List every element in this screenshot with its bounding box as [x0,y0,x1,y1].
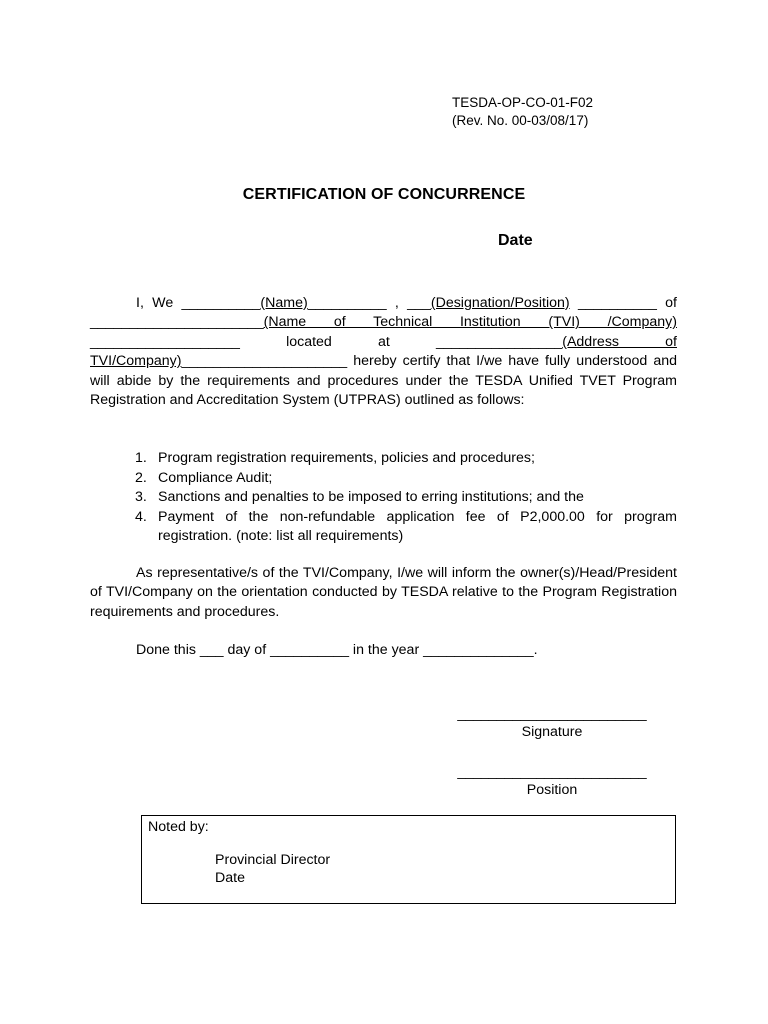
form-reference [452,94,593,130]
institution-field-label: (Name of Technical Institution (TVI) /Company) [263,314,677,331]
address-field-label: (Address of TVI/Company) [90,333,677,370]
title-text: CERTIFICATION OF CONCURRENCE [242,186,526,203]
list-number: 2. [135,469,147,486]
noted-date-label: Date [215,870,245,886]
list-number: 3. [135,489,147,505]
p1-text-1: I, We __________ [136,295,261,311]
designation-field-label: (Designation/Position) [430,295,570,311]
noted-by-box [141,815,676,904]
position-line: ________________________ [457,764,647,780]
position-block [452,763,652,799]
p1-text-3: __________ of ______________________ [90,295,677,331]
provincial-director-label: Provincial Director [215,852,331,868]
list-text: Program registration requirements, policies and procedures; [158,450,535,466]
certification-paragraph [90,294,677,410]
list-text: Payment of the non-refundable application fee of P2,000.00 for program registration. (note: list all requirements) [158,508,677,544]
list-item [90,449,677,469]
representative-paragraph: As representative/s of the TVI/Company, I/we will inform the owner(s)/Head/President of TVI/Company on the orientation conducted by TESDA relative to the Program Registration requirements and procedures. [90,565,677,620]
form-code: TESDA-OP-CO-01-F02 [452,95,594,110]
list-item [90,508,677,547]
date-label: Date [498,232,533,249]
done-this-paragraph: Done this ___ day of __________ in the year ______________. [136,642,538,658]
requirements-list [90,449,677,547]
list-text: Compliance Audit; [158,469,273,486]
name-field-label: (Name) [260,295,308,311]
list-item [90,488,677,508]
list-item [90,469,677,489]
revision-number: (Rev. No. 00-03/08/17) [452,113,589,128]
list-text: Sanctions and penalties to be imposed to erring institutions; and the [158,489,584,505]
signature-block [452,705,652,741]
list-number: 1. [135,450,147,466]
signature-label: Signature [521,724,583,740]
signature-line: ________________________ [457,706,647,722]
noted-by-label: Noted by: [148,819,209,835]
p1-text-4: ___________________ located at ________________ [90,333,563,350]
p1-text-2: __________ , ___ [307,295,431,311]
p1-text-5: _____________________ hereby certify that I/we have fully understood and will abide by the requirements and procedures under the TESDA Unified TVET Program Registration and Accreditation System (UTPRAS) outlined as follows: [90,353,677,409]
list-number: 4. [135,508,147,525]
document-title [0,186,768,204]
position-label: Position [526,782,578,798]
